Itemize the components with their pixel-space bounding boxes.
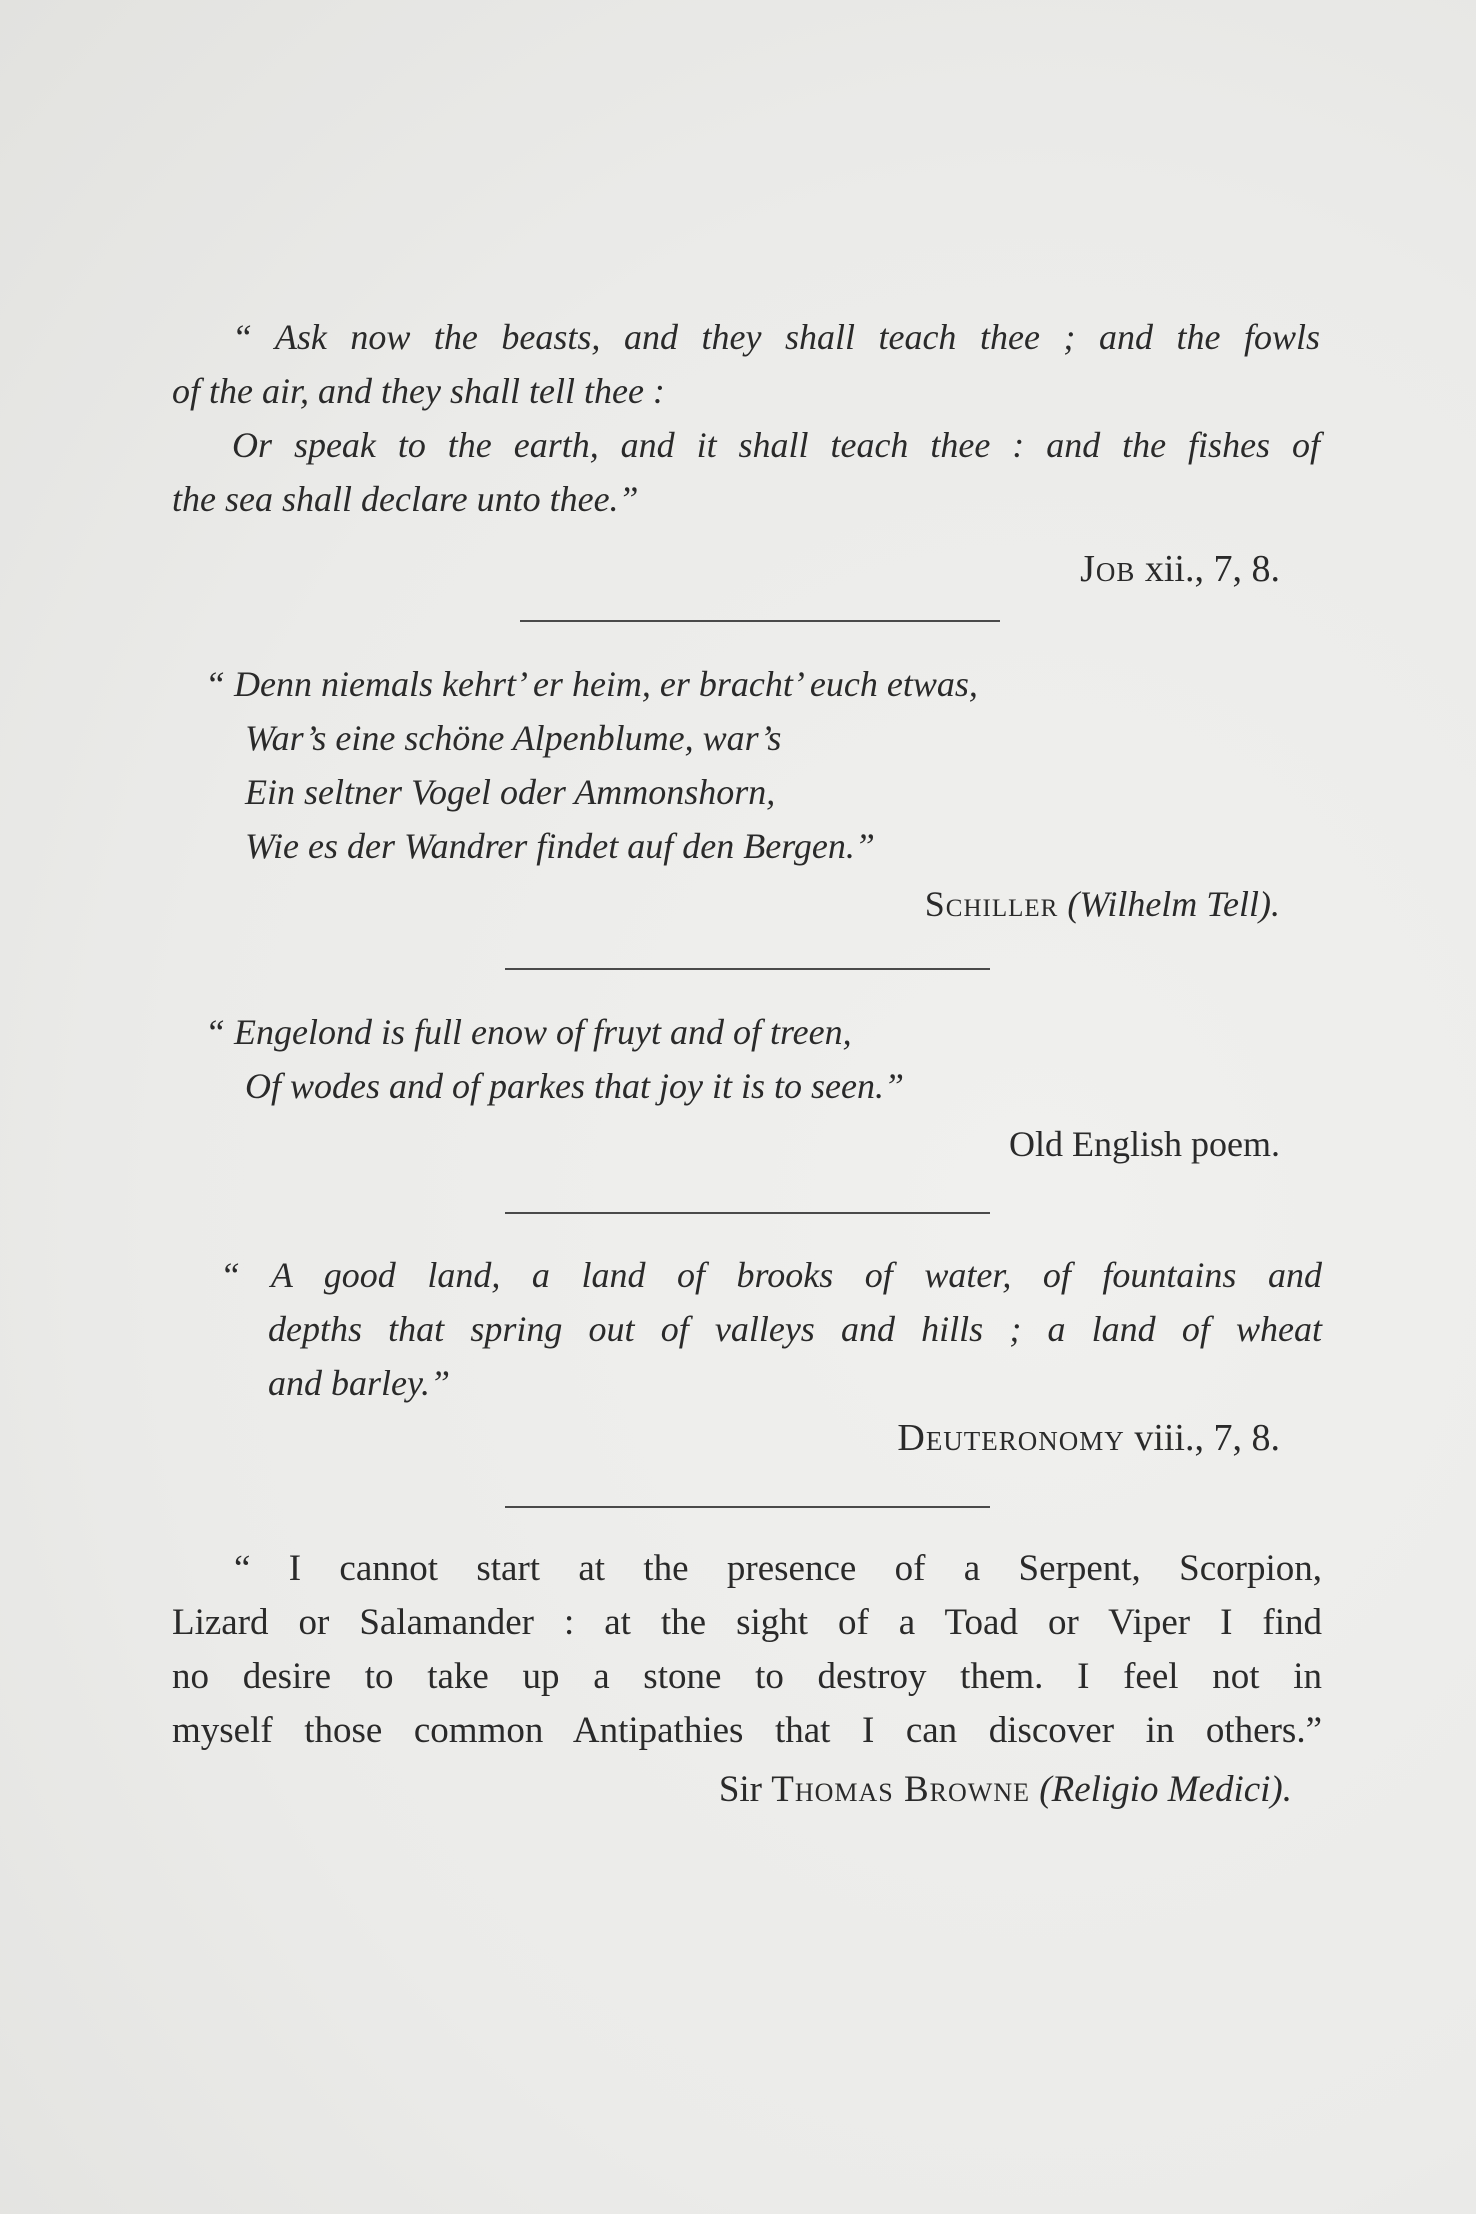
quote-line: Lizard or Salamander : at the sight of a Toad or Viper I find bbox=[172, 1602, 1322, 1643]
attribution-name: Schiller bbox=[924, 884, 1059, 924]
quote-deuteronomy bbox=[220, 1248, 1322, 1410]
quote-line: “ A good land, a land of brooks of water, of fountains and bbox=[220, 1255, 1322, 1295]
attribution-ref: viii., 7, 8. bbox=[1134, 1417, 1280, 1459]
quote-line: the sea shall declare unto thee.” bbox=[172, 479, 639, 519]
attribution-deuteronomy bbox=[172, 1411, 1280, 1465]
divider-rule bbox=[520, 620, 1000, 622]
quote-schiller bbox=[205, 657, 1305, 873]
quote-line: “ Engelond is full enow of fruyt and of treen, bbox=[205, 1012, 852, 1052]
quote-line: Wie es der Wandrer findet auf den Bergen.” bbox=[245, 826, 875, 866]
attribution-work: (Religio Medici). bbox=[1039, 1769, 1292, 1810]
attribution-ref: xii., 7, 8. bbox=[1144, 548, 1280, 590]
quote-line: Ein seltner Vogel oder Ammonshorn, bbox=[245, 772, 776, 812]
attribution-job bbox=[172, 542, 1280, 596]
attribution-name: Thomas Browne bbox=[771, 1769, 1031, 1810]
divider-rule bbox=[505, 1506, 990, 1508]
attribution-name: Job bbox=[1080, 548, 1136, 590]
quote-browne bbox=[172, 1542, 1322, 1758]
quote-line: depths that spring out of valleys and hills ; a land of wheat bbox=[268, 1309, 1322, 1349]
quote-line: no desire to take up a stone to destroy them. I feel not in bbox=[172, 1656, 1322, 1697]
quote-line: Or speak to the earth, and it shall teach thee : and the fishes of bbox=[232, 425, 1320, 465]
attribution-name: Deuteronomy bbox=[897, 1417, 1125, 1459]
quote-line: “ I cannot start at the presence of a Serpent, Scorpion, bbox=[234, 1548, 1322, 1589]
divider-rule bbox=[505, 968, 990, 970]
quote-line: “ Ask now the beasts, and they shall teach thee ; and the fowls bbox=[232, 317, 1320, 357]
divider-rule bbox=[505, 1212, 990, 1214]
quote-line: of the air, and they shall tell thee : bbox=[172, 371, 665, 411]
quote-line: and barley.” bbox=[268, 1363, 451, 1403]
attribution-browne bbox=[172, 1763, 1292, 1817]
attribution-schiller bbox=[172, 877, 1280, 931]
quote-line: myself those common Antipathies that I can discover in others.” bbox=[172, 1710, 1322, 1751]
attribution-prefix: Sir bbox=[718, 1769, 762, 1810]
quote-line: War’s eine schöne Alpenblume, war’s bbox=[245, 718, 782, 758]
attribution-text: Old English poem. bbox=[1009, 1124, 1280, 1164]
quote-line: “ Denn niemals kehrt’ er heim, er bracht’ euch etwas, bbox=[205, 664, 978, 704]
attribution-old-english bbox=[172, 1117, 1280, 1171]
attribution-work: (Wilhelm Tell). bbox=[1067, 884, 1280, 924]
quote-job bbox=[172, 310, 1320, 526]
quote-line: Of wodes and of parkes that joy it is to seen.” bbox=[245, 1066, 904, 1106]
quote-old-english bbox=[205, 1005, 1305, 1113]
